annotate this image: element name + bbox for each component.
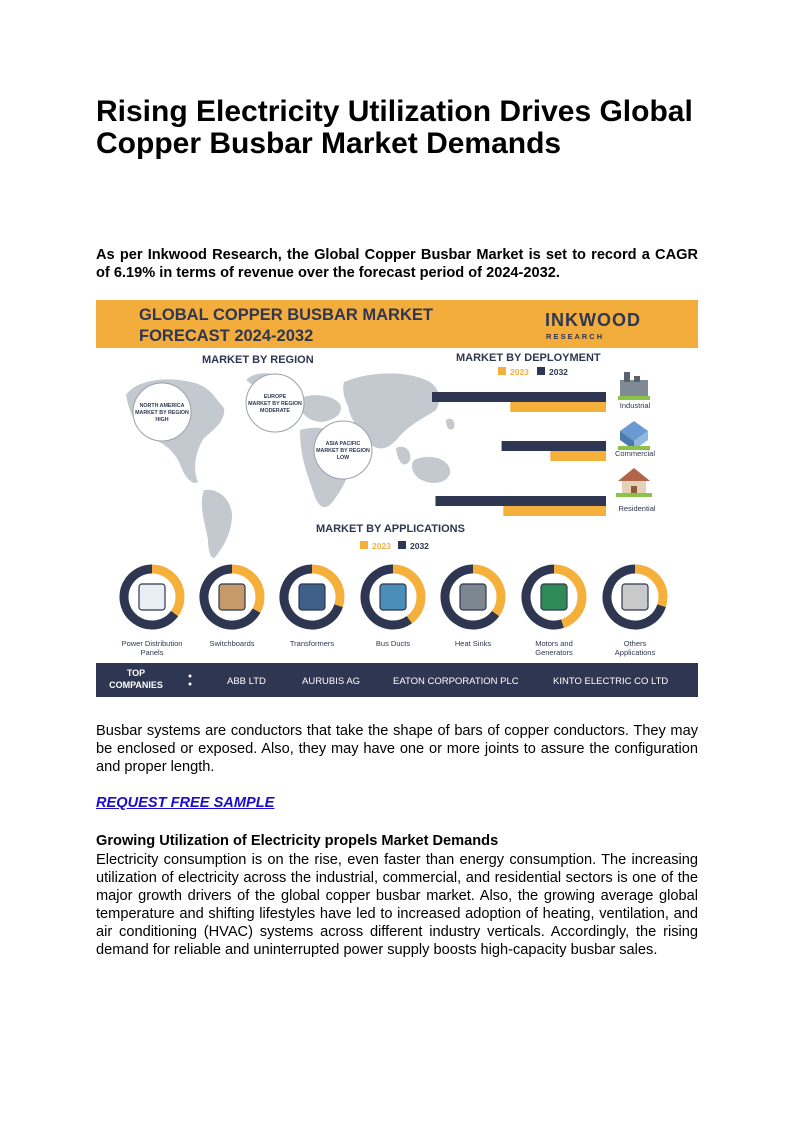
- deployment-label-industrial: Industrial: [619, 401, 651, 410]
- app-legend-swatch-2023: [360, 541, 368, 549]
- legend-label-2023: 2023: [510, 367, 529, 377]
- region-heading: MARKET BY REGION: [202, 354, 314, 366]
- application-label-heat-sinks: Heat Sinks: [454, 639, 492, 648]
- app-legend-label-2032: 2032: [410, 541, 429, 551]
- region-na-line1: NORTH AMERICA: [139, 403, 185, 409]
- application-label-motors-and-generators: Motors and Generators: [535, 639, 573, 657]
- region-ap-line1: ASIA PACIFIC: [325, 441, 361, 447]
- motors-and-generators-icon: [541, 584, 567, 610]
- switchboards-icon: [219, 584, 245, 610]
- application-label-switchboards: Switchboards: [209, 639, 255, 648]
- deployment-bar-2032-residential: [435, 496, 606, 506]
- deployment-bar-2023-industrial: [510, 402, 606, 412]
- application-label-bus-ducts: Bus Ducts: [375, 639, 411, 648]
- region-asia-pacific: [314, 421, 372, 479]
- application-label-power-distribution-panels: Power Distribution Panels: [121, 639, 183, 657]
- commercial-icon: [618, 421, 650, 450]
- region-north-america: [133, 383, 191, 441]
- inkwood-logo-sub: R E S E A R C H: [546, 332, 603, 341]
- deployment-bars: [432, 392, 606, 516]
- region-europe: [246, 374, 304, 432]
- request-free-sample-link[interactable]: REQUEST FREE SAMPLE: [96, 795, 275, 811]
- legend-swatch-2023: [498, 367, 506, 375]
- region-ap-line2: MARKET BY REGION: [316, 448, 370, 454]
- top-companies-label-line1: TOP: [126, 668, 146, 678]
- region-ap-line3: LOW: [336, 455, 350, 461]
- infographic-canvas: [96, 300, 698, 697]
- inkwood-logo: INKWOOD: [545, 310, 641, 330]
- residential-icon: [616, 468, 652, 497]
- application-label-transformers: Transformers: [289, 639, 335, 648]
- transformers-icon: [299, 584, 325, 610]
- app-legend-label-2023: 2023: [372, 541, 391, 551]
- region-na-line3: HIGH: [155, 417, 169, 423]
- company-eaton: EATON CORPORATION PLC: [393, 676, 519, 687]
- company-abb: ABB LTD: [227, 676, 266, 687]
- deployment-label-commercial: Commercial: [614, 449, 656, 458]
- colon-dot-bottom: [189, 683, 192, 686]
- section-heading: Growing Utilization of Electricity propels Market Demands: [96, 833, 499, 849]
- company-kinto: KINTO ELECTRIC CO LTD: [553, 676, 669, 687]
- region-eu-line3: MODERATE: [260, 408, 290, 414]
- application-label-others-applications: Others Applications: [614, 639, 656, 657]
- applications-heading: MARKET BY APPLICATIONS: [316, 523, 465, 535]
- region-eu-line2: MARKET BY REGION: [248, 401, 302, 407]
- company-aurubis: AURUBIS AG: [302, 676, 361, 687]
- deployment-bar-2032-commercial: [502, 441, 606, 451]
- legend-swatch-2032: [537, 367, 545, 375]
- heat-sinks-icon: [460, 584, 486, 610]
- intro-paragraph: As per Inkwood Research, the Global Copper Busbar Market is set to record a CAGR of 6.19% in terms of revenue over the forecast period of 2024-2032.: [96, 247, 698, 281]
- paragraph-busbar-systems: Busbar systems are conductors that take the shape of bars of copper conductors. They may be enclosed or exposed. Also, they may have one or more joints to assure the configuration and proper length.: [96, 723, 698, 775]
- deployment-bar-2023-residential: [503, 506, 606, 516]
- deployment-bar-2032-industrial: [432, 392, 606, 402]
- article-title: Rising Electricity Utilization Drives Global Copper Busbar Market Demands: [96, 95, 693, 160]
- paragraph-electricity-consumption: Electricity consumption is on the rise, even faster than energy consumption. The increasing utilization of electricity across the industrial, commercial, and residential sectors is one of the major growth drivers of the global copper busbar market. Also, the growing average global temperature and shifting lifestyles have led to increased adoption of heating, ventilation, and air conditioning (HVAC) systems across different industry verticals. Accordingly, the rising demand for reliable and uninterrupted power supply boosts high-capacity busbar sales.: [96, 852, 698, 958]
- legend-label-2032: 2032: [549, 367, 568, 377]
- top-companies-label-line2: COMPANIES: [109, 680, 163, 690]
- deployment-heading: MARKET BY DEPLOYMENT: [456, 352, 601, 364]
- application-donuts: [113, 558, 670, 657]
- bus-ducts-icon: [380, 584, 406, 610]
- region-eu-line1: EUROPE: [263, 394, 287, 400]
- banner-title-line2: FORECAST 2024-2032: [139, 327, 314, 345]
- market-infographic: [96, 300, 698, 697]
- deployment-label-residential: Residential: [618, 504, 656, 513]
- colon-dot-top: [189, 675, 192, 678]
- deployment-bar-2023-commercial: [550, 451, 606, 461]
- power-distribution-panels-icon: [139, 584, 165, 610]
- region-na-line2: MARKET BY REGION: [135, 410, 189, 416]
- others-applications-icon: [622, 584, 648, 610]
- industrial-icon: [618, 372, 650, 400]
- app-legend-swatch-2032: [398, 541, 406, 549]
- banner-title-line1: GLOBAL COPPER BUSBAR MARKET: [139, 306, 433, 324]
